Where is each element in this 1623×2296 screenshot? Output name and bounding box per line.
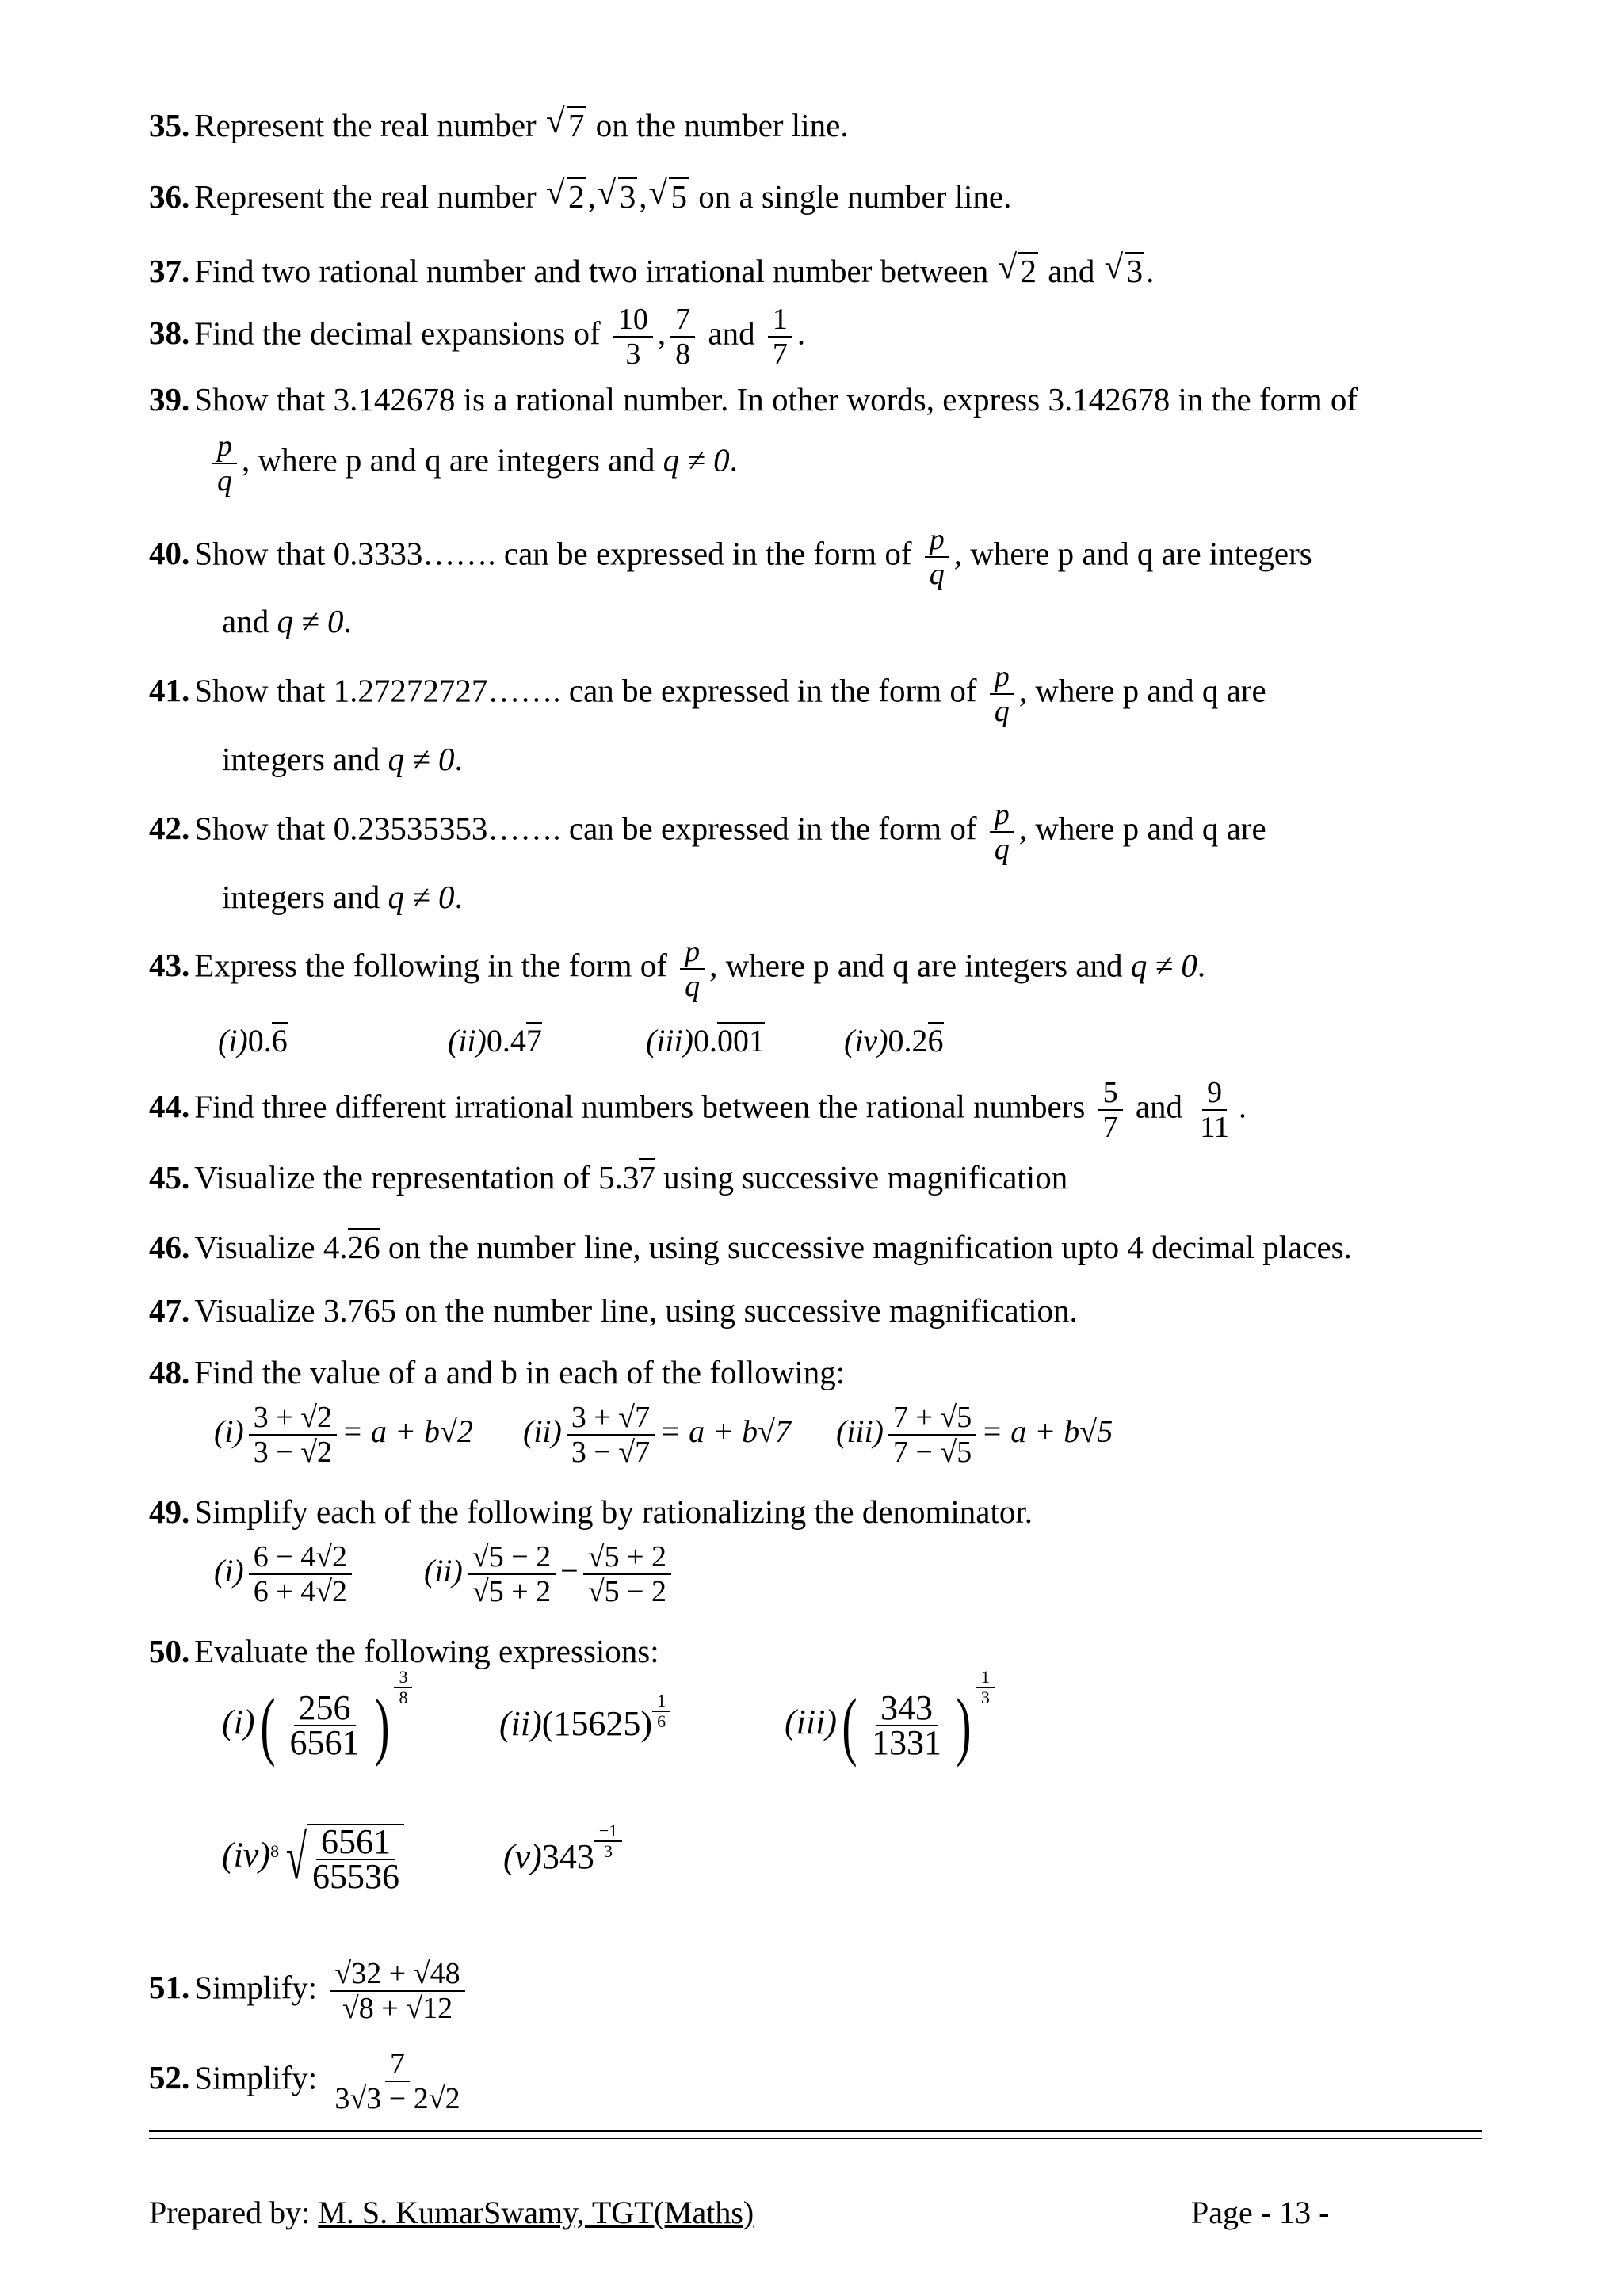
question-50: 50. Evaluate the following expressions: bbox=[149, 1633, 659, 1669]
radical: √ 2 bbox=[998, 252, 1038, 290]
question-43: 43. Express the following in the form of $\frac{p}{q}$ , where p and q are integers and q ≠ 0. bbox=[149, 935, 1206, 1003]
question-46: 46. Visualize 4.26 on the number line, using successive magnification upto 4 decimal places. bbox=[149, 1229, 1352, 1265]
radical: √ 3 bbox=[1105, 252, 1145, 290]
footer-rule-bottom bbox=[149, 2138, 1482, 2139]
page-number: Page - 13 - bbox=[1191, 2195, 1330, 2230]
question-38: 38. Find the decimal expansions of $\frac{10}{3}$ , $\frac{7}{8}$ and $\frac{1}{7}$ . bbox=[149, 303, 806, 371]
fraction: $\frac{p}{q}$ bbox=[680, 935, 705, 1003]
fraction: $\frac{9}{11}$ bbox=[1200, 1076, 1229, 1144]
question-51: 51. Simplify: $\frac{√32 + √48}{√8 + √12}$ bbox=[149, 1957, 470, 2025]
radical: √ 5 bbox=[648, 177, 689, 215]
q48-part-i: (i) $\frac{3 + √2}{3 - √2}$ = a + b√2 bbox=[214, 1401, 473, 1469]
radical: √ 2 bbox=[546, 177, 586, 215]
question-40-line2: and q ≠ 0. bbox=[222, 603, 352, 639]
q50-part-ii: (ii)(15625) $\frac{1}{6}$ bbox=[499, 1703, 670, 1747]
question-48: 48. Find the value of a and b in each of the following: bbox=[149, 1354, 846, 1390]
question-44: 44. Find three different irrational numbers between the rational numbers $\frac{5}{7}$ and $\frac{9}{11}$ . bbox=[149, 1076, 1247, 1144]
q50-part-iv: (iv)$^8$ √ $\frac{6561}{65536}$ bbox=[222, 1822, 409, 1894]
fraction: $\frac{√32 + √48}{√8 + √12}$ bbox=[330, 1957, 464, 2025]
fraction: $\frac{1}{7}$ bbox=[768, 303, 792, 371]
question-40: 40. Show that 0.3333……. can be expressed in the form of $\frac{p}{q}$ , where p and q are integers bbox=[149, 523, 1312, 591]
question-49: 49. Simplify each of the following by rationalizing the denominator. bbox=[149, 1493, 1033, 1530]
q43-part-i: (i)0.6 bbox=[218, 1023, 288, 1058]
q43-part-iii: (iii)0.001 bbox=[646, 1023, 765, 1058]
fraction: $\frac{p}{q}$ bbox=[990, 660, 1014, 728]
q49-part-i: (i) $\frac{6 - 4√2}{6 + 4√2}$ bbox=[214, 1540, 357, 1608]
fraction: $\frac{7}{3√3 - 2√2}$ bbox=[334, 2047, 460, 2115]
q50-part-v: (v)343 $\frac{-1}{3}$ bbox=[503, 1836, 622, 1880]
fraction: $\frac{10}{3}$ bbox=[613, 303, 653, 371]
q48-part-iii: (iii) $\frac{7 + √5}{7 - √5}$ = a + b√5 bbox=[836, 1401, 1113, 1469]
fraction: $\frac{p}{q}$ bbox=[990, 798, 1014, 866]
fraction: $\frac{p}{q}$ bbox=[925, 523, 949, 591]
question-45: 45. Visualize the representation of 5.37 using successive magnification bbox=[149, 1159, 1068, 1196]
question-37: 37. Find two rational number and two irrational number between √ 2 and √ 3. bbox=[149, 252, 1154, 290]
question-42: 42. Show that 0.23535353……. can be expressed in the form of $\frac{p}{q}$ , where p and q are bbox=[149, 798, 1266, 866]
q43-part-iv: (iv)0.26 bbox=[844, 1023, 944, 1058]
question-42-line2: integers and q ≠ 0. bbox=[222, 879, 463, 915]
q50-part-i: (i)( $\frac{256}{6561}$ ) $\frac{3}{8}$ bbox=[222, 1688, 412, 1764]
question-39: 39. Show that 3.142678 is a rational number. In other words, express 3.142678 in the form of bbox=[149, 381, 1358, 418]
fraction: $\frac{7}{8}$ bbox=[670, 303, 695, 371]
question-52: 52. Simplify: $\frac{7}{3√3 - 2√2}$ bbox=[149, 2047, 470, 2115]
question-36: 36. Represent the real number √ 2,√ 3,√ 5 on a single number line. bbox=[149, 177, 1011, 215]
fraction: $\frac{5}{7}$ bbox=[1098, 1076, 1123, 1144]
q43-part-ii: (ii)0.47 bbox=[448, 1023, 542, 1058]
q48-part-ii: (ii) $\frac{3 + √7}{3 - √7}$ = a + b√7 bbox=[523, 1401, 792, 1469]
question-41: 41. Show that 1.27272727……. can be expressed in the form of $\frac{p}{q}$ , where p and q are bbox=[149, 660, 1266, 728]
question-41-line2: integers and q ≠ 0. bbox=[222, 741, 463, 777]
fraction: $\frac{p}{q}$ bbox=[212, 429, 237, 498]
q49-part-ii: (ii) $\frac{√5 - 2}{√5 + 2}$ − $\frac{√5 + 2}{√5 - 2}$ bbox=[424, 1540, 676, 1608]
page-footer bbox=[149, 2195, 1482, 2231]
prepared-label: Prepared by: bbox=[149, 2195, 311, 2230]
question-47: 47. Visualize 3.765 on the number line, using successive magnification. bbox=[149, 1292, 1078, 1329]
footer-rule-top bbox=[149, 2130, 1482, 2132]
radical: √ 3 bbox=[598, 177, 638, 215]
author-name: M. S. KumarSwamy, TGT(Maths) bbox=[318, 2195, 754, 2230]
radical: √ 7 bbox=[546, 106, 586, 144]
q50-part-iii: (iii)( $\frac{343}{1331}$ ) $\frac{1}{3}$ bbox=[785, 1688, 995, 1764]
question-35: 35. Represent the real number √ 7 on the number line. bbox=[149, 106, 849, 144]
question-39-line2: $\frac{p}{q}$ , where p and q are integers and q ≠ 0. bbox=[208, 429, 738, 498]
